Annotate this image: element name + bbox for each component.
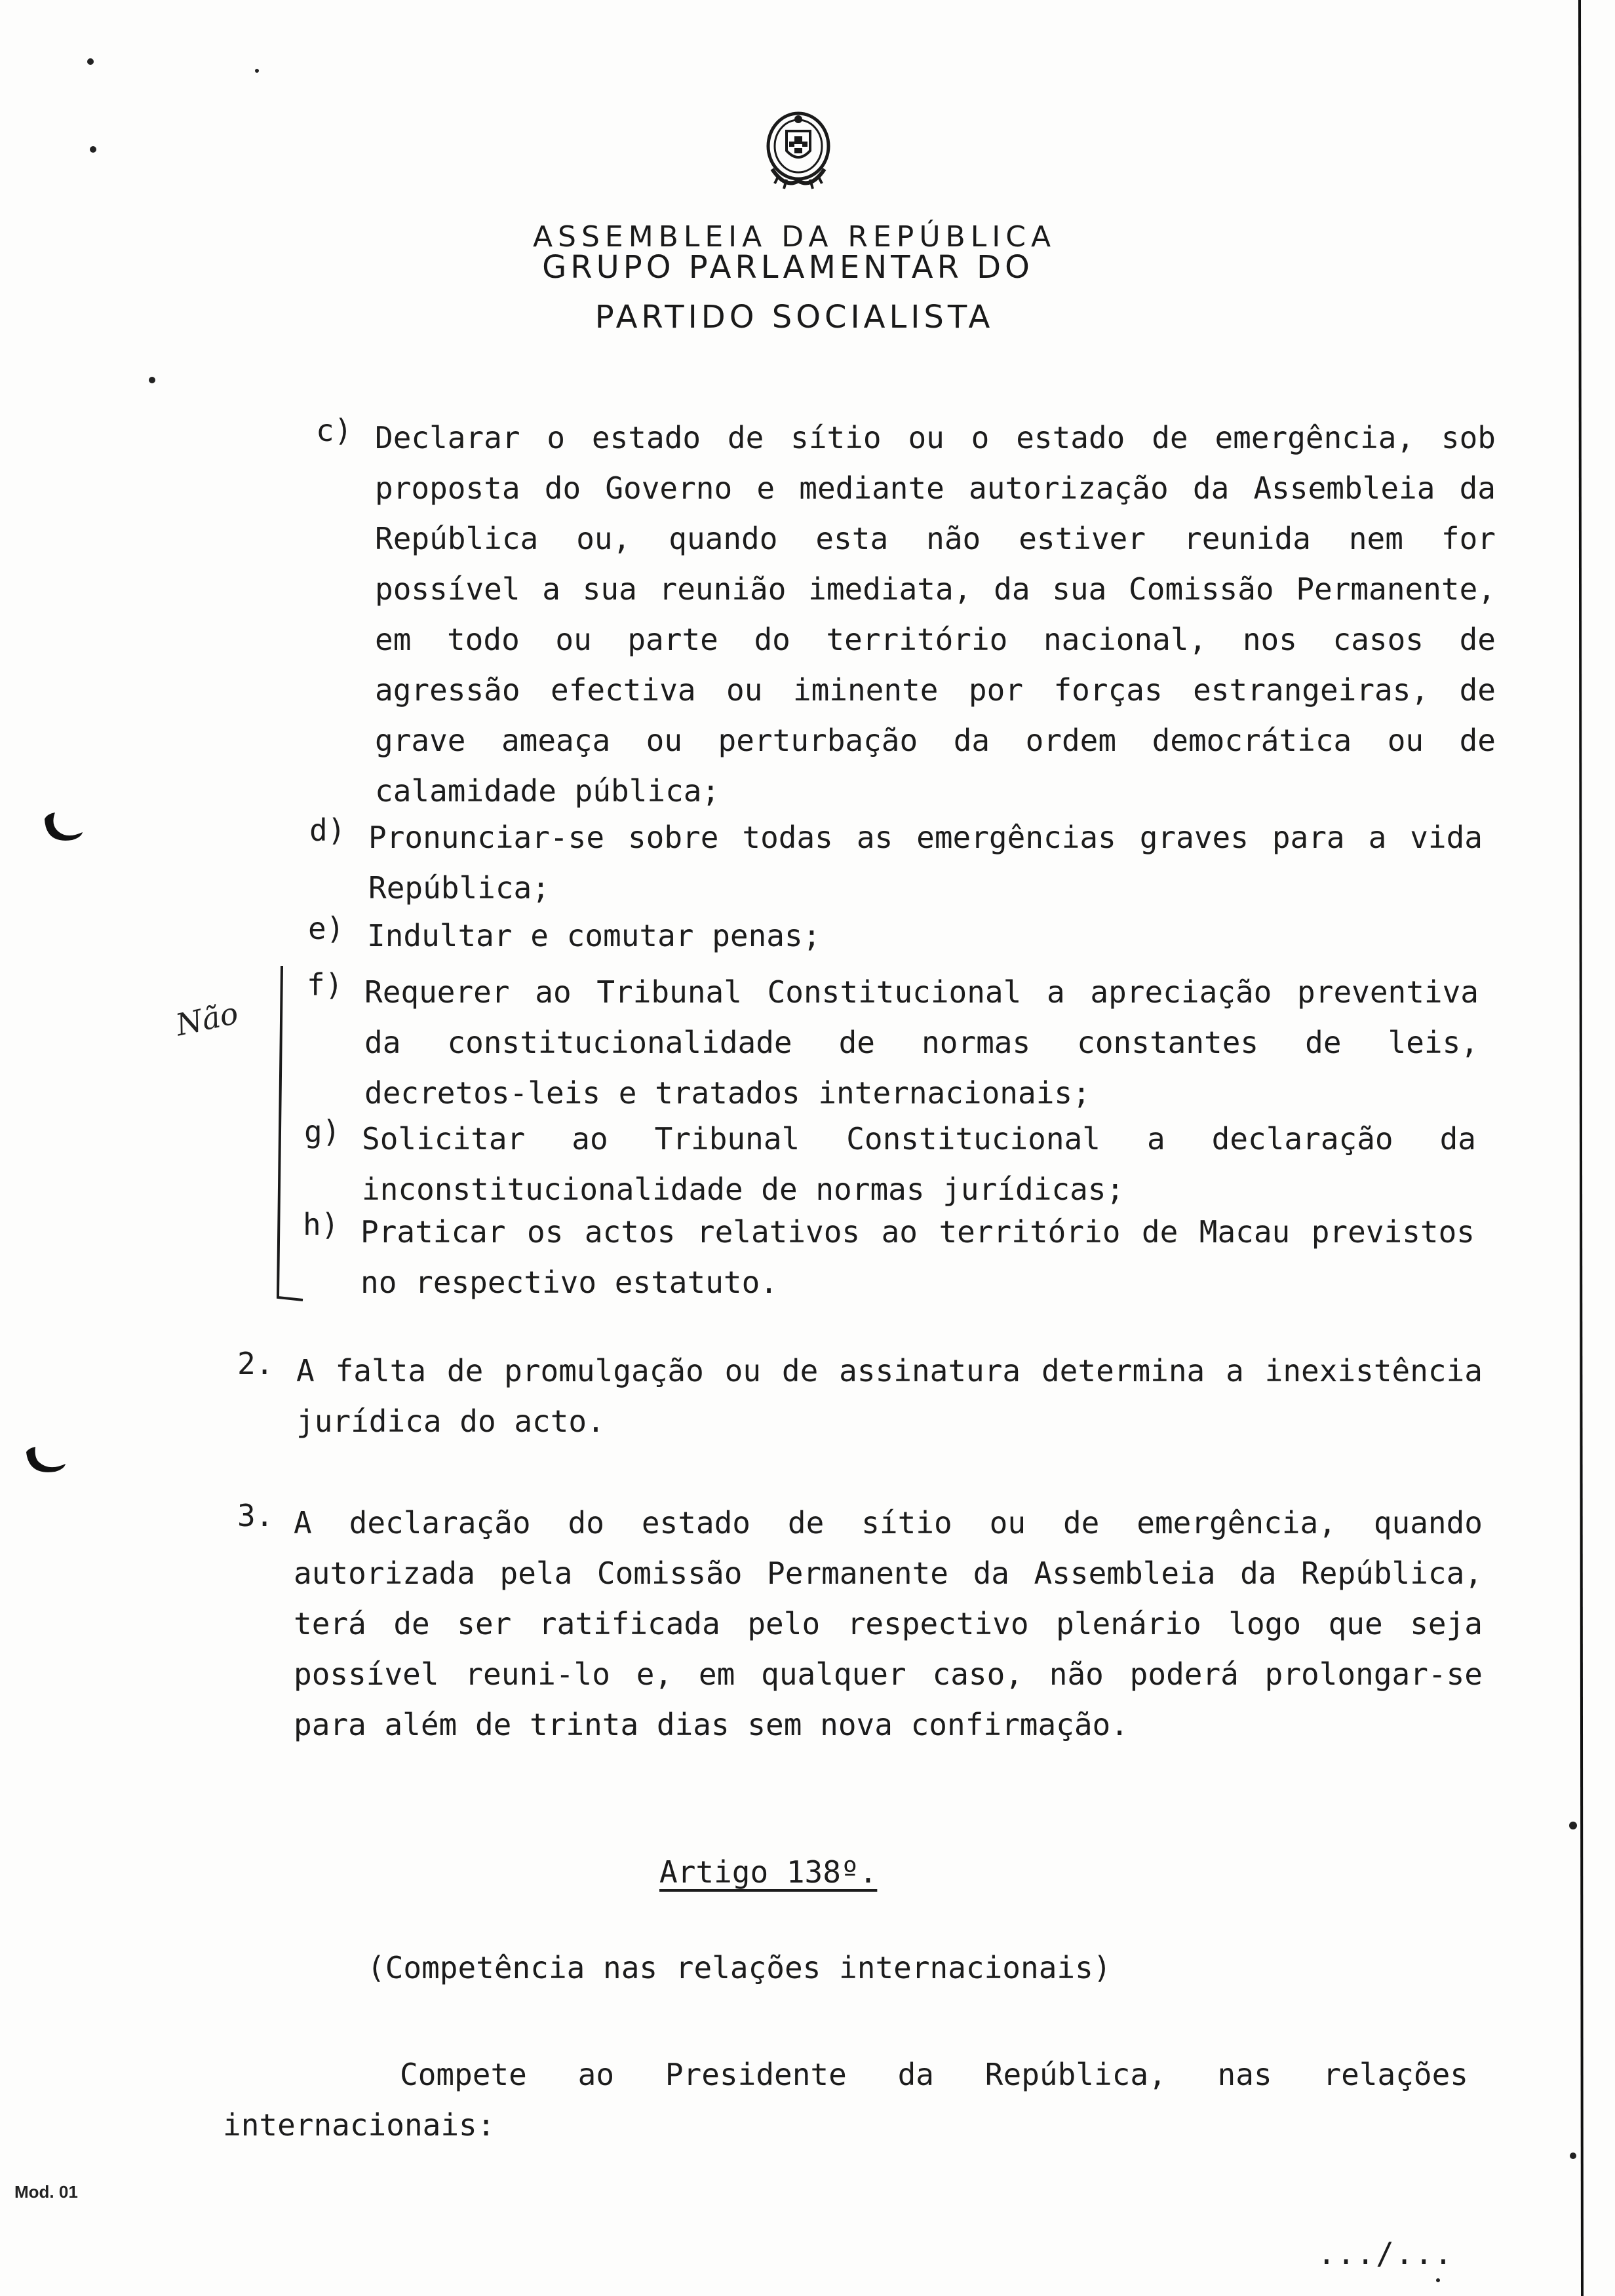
item-e-label: e) — [308, 911, 345, 946]
item-h-text: Praticar os actos relativos ao território de Macau previstos no respectivo estatuto. — [360, 1214, 1475, 1300]
article-intro: Compete ao Presidente da República, nas relações internacionais: — [223, 2057, 1468, 2143]
item-g-label: g) — [304, 1114, 341, 1149]
item-d-text: Pronunciar-se sobre todas as emergências graves para a vida República; — [368, 820, 1483, 906]
header-group: GRUPO PARLAMENTAR DO — [542, 249, 1034, 286]
paragraph-3-label: 3. — [237, 1498, 274, 1533]
paragraph-2-label: 2. — [237, 1346, 274, 1381]
item-h-label: h) — [303, 1207, 340, 1242]
form-model-number: Mod. 01 — [14, 2182, 78, 2202]
paragraph-2-text: A falta de promulgação ou de assinatura determina a inexistência jurídica do acto. — [296, 1353, 1483, 1439]
item-e-text: Indultar e comutar penas; — [367, 918, 821, 953]
margin-handwritten-note: Não — [172, 995, 241, 1043]
item-f-label: f) — [307, 967, 343, 1003]
item-f-text: Requerer ao Tribunal Constitucional a apreciação preventiva da constitucionalidade de normas constantes de leis, decretos-leis e tratados internacionais; — [364, 974, 1479, 1111]
item-c-text: Declarar o estado de sítio ou o estado de emergência, sob proposta do Governo e mediante autorização da Assembleia da República ou, quando esta não estiver reunida nem for possível a sua reunião imediata, da sua Comissão Permanente, em todo ou parte do território nacional, nos casos de agressão efectiva ou iminente por forças estrangeiras, de grave ameaça ou perturbação da ordem democrática ou de calamidade pública; — [375, 420, 1496, 809]
article-subtitle: (Competência nas relações internacionais) — [367, 1950, 1112, 1985]
item-d-label: d) — [309, 813, 346, 848]
paragraph-3-text: A declaração do estado de sítio ou de emergência, quando autorizada pela Comissão Permanente da Assembleia da República, terá de ser ratificada pelo respectivo plenário logo que seja possível reuni-lo e, em qualquer caso, não poderá prolongar-se para além de trinta dias sem nova confirmação. — [294, 1505, 1483, 1742]
header-institution: ASSEMBLEIA DA REPÚBLICA — [532, 220, 1057, 254]
continuation-marker: .../... — [1317, 2236, 1454, 2271]
header-party: PARTIDO SOCIALISTA — [594, 299, 994, 335]
item-g-text: Solicitar ao Tribunal Constitucional a declaração da inconstitucionalidade de normas jurídicas; — [362, 1121, 1476, 1207]
item-c-label: c) — [316, 413, 353, 448]
article-title: Artigo 138º. — [659, 1854, 878, 1890]
